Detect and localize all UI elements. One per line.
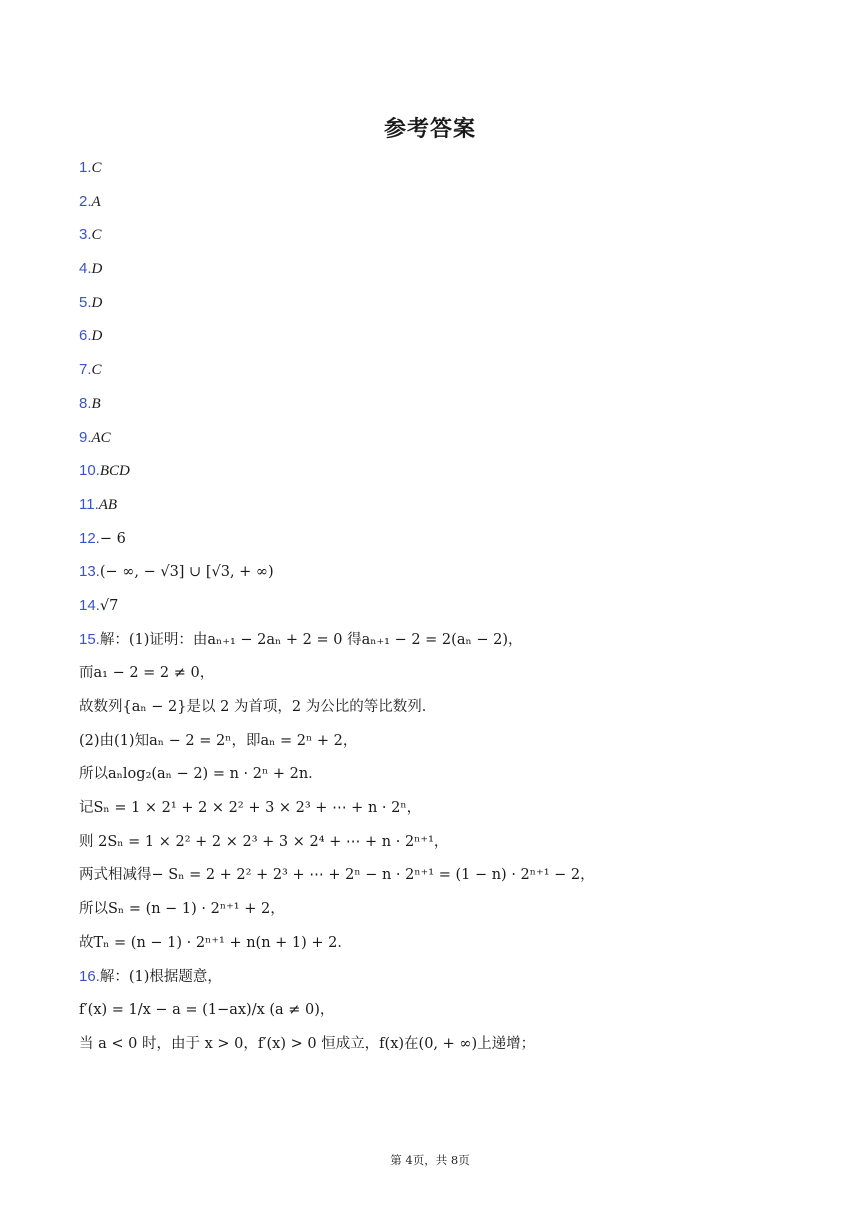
answer-line-8	[79, 391, 779, 425]
solution-text: 则 2Sₙ = 1 × 2² + 2 × 2³ + 3 × 2⁴ + ⋯ + n · 2ⁿ⁺¹，	[79, 833, 449, 850]
item-answer: B	[91, 395, 101, 412]
item-number: 9.	[79, 428, 92, 446]
answer-line-11	[79, 492, 779, 526]
solution-16-line-2	[79, 997, 779, 1031]
solution-16-line-3	[79, 1031, 779, 1065]
answer-line-4	[79, 256, 779, 290]
solution-text: 故Tₙ = (n − 1) · 2ⁿ⁺¹ + n(n + 1) + 2．	[79, 934, 352, 951]
answer-line-6	[79, 323, 779, 357]
item-answer: BCD	[99, 463, 130, 480]
page-footer: 第 4页，共 8页	[390, 1153, 470, 1167]
item-number: 4.	[79, 260, 92, 278]
item-answer: D	[91, 328, 103, 345]
item-number: 8.	[79, 394, 92, 412]
item-number: 1.	[79, 159, 92, 176]
item-number: 11.	[79, 495, 99, 513]
answer-line-5	[79, 290, 779, 324]
solution-15-line-7	[79, 829, 779, 863]
item-answer: C	[91, 362, 102, 379]
solution-text: 解：(1)根据题意，	[99, 968, 222, 985]
item-answer: C	[91, 227, 102, 244]
item-answer: A	[91, 193, 101, 210]
solution-text: 解：(1)证明：由aₙ₊₁ − 2aₙ + 2 = 0 得aₙ₊₁ − 2 = 2(aₙ − 2)，	[99, 631, 523, 648]
item-number: 2.	[79, 192, 92, 210]
solution-text: 当 a < 0 时，由于 x > 0，f′(x) > 0 恒成立，f(x)在(0, + ∞)上递增；	[79, 1035, 536, 1052]
item-number: 13.	[79, 563, 100, 581]
solution-15-line-5	[79, 761, 779, 795]
item-number: 14.	[79, 596, 100, 614]
item-number: 16.	[79, 967, 100, 985]
solution-text: 而a₁ − 2 = 2 ≠ 0，	[79, 665, 215, 682]
solution-15-line-9	[79, 896, 779, 930]
item-number: 10.	[79, 462, 100, 480]
item-answer: D	[91, 261, 103, 278]
page-title: 参考答案	[383, 117, 476, 142]
item-answer: − 6	[99, 530, 126, 547]
solution-text: 两式相减得− Sₙ = 2 + 2² + 2³ + ⋯ + 2ⁿ − n · 2ⁿ⁺¹ = (1 − n) · 2ⁿ⁺¹ − 2，	[79, 867, 595, 884]
solution-15-line-10	[79, 930, 779, 964]
item-number: 7.	[79, 361, 92, 379]
solution-text: 所以Sₙ = (n − 1) · 2ⁿ⁺¹ + 2，	[79, 901, 285, 918]
item-number: 6.	[79, 327, 92, 345]
solution-15-line-4	[79, 728, 779, 762]
solution-15-line-2	[79, 660, 779, 694]
solution-text: 所以aₙlog₂(aₙ − 2) = n · 2ⁿ + 2n．	[79, 766, 323, 783]
answer-list	[79, 155, 779, 1065]
solution-15-line-6	[79, 795, 779, 829]
item-answer: C	[91, 160, 102, 176]
item-answer: (− ∞, − √3] ∪ [√3, + ∞)	[99, 564, 274, 581]
item-number: 3.	[79, 226, 92, 244]
answer-line-7	[79, 357, 779, 391]
item-answer: AC	[91, 429, 111, 446]
item-number: 15.	[79, 630, 100, 648]
answer-line-13	[79, 559, 779, 593]
solution-text: 故数列{aₙ − 2}是以 2 为首项，2 为公比的等比数列．	[79, 699, 437, 715]
answer-line-3	[79, 222, 779, 256]
answer-line-2	[79, 189, 779, 223]
solution-16-line-1	[79, 964, 779, 998]
solution-text: (2)由(1)知aₙ − 2 = 2ⁿ，即aₙ = 2ⁿ + 2，	[79, 732, 358, 749]
answer-line-14	[79, 593, 779, 627]
item-answer: √7	[99, 597, 119, 614]
solution-text: 记Sₙ = 1 × 2¹ + 2 × 2² + 3 × 2³ + ⋯ + n · 2ⁿ，	[79, 800, 422, 817]
solution-15-line-3	[79, 694, 779, 728]
item-answer: D	[91, 294, 103, 311]
item-number: 5.	[79, 293, 92, 311]
answer-line-10	[79, 458, 779, 492]
answer-line-12	[79, 526, 779, 560]
item-number: 12.	[79, 529, 100, 547]
solution-text: f′(x) = 1/x − a = (1−ax)/x (a ≠ 0)，	[79, 1002, 335, 1019]
solution-15-line-1	[79, 627, 779, 661]
item-answer: AB	[98, 496, 118, 513]
answer-line-9	[79, 425, 779, 459]
answer-line-1	[79, 155, 779, 189]
solution-15-line-8	[79, 862, 779, 896]
